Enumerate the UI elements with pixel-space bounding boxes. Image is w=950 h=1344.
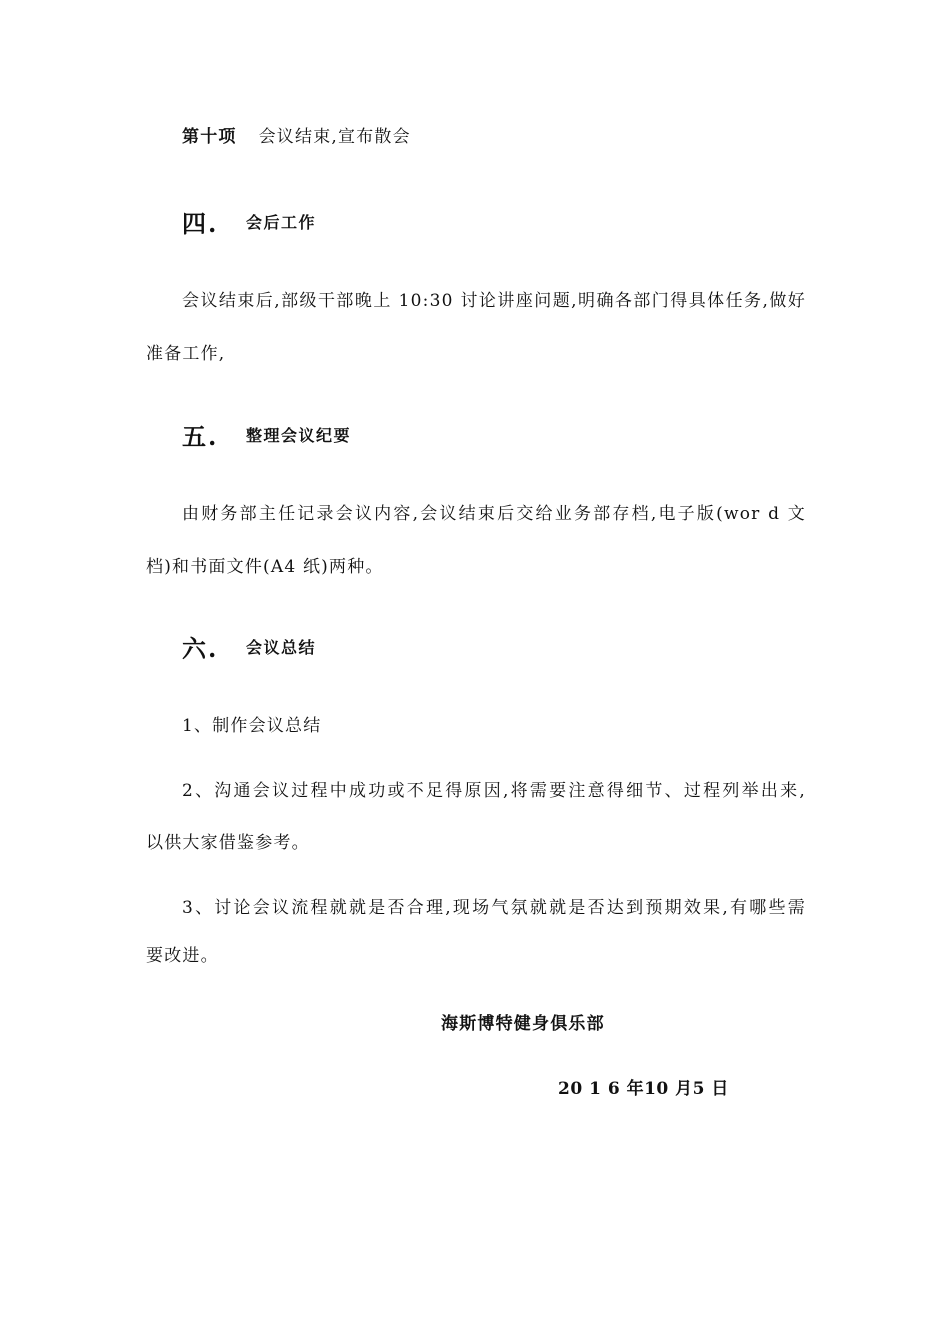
section-five-title: 整理会议纪要 [246, 426, 352, 445]
section-six-title: 会议总结 [246, 638, 317, 657]
section-five-heading [182, 417, 218, 452]
section-six-item2-line2: 以供大家借鉴参考。 [146, 833, 310, 853]
section-four-paragraph-line1: 会议结束后,部级干部晚上 10:30 讨论讲座问题,明确各部门得具体任务,做好 [182, 291, 806, 311]
item-ten-text: 会议结束,宣布散会 [258, 127, 411, 147]
organization-name: 海斯博特健身俱乐部 [441, 1014, 605, 1034]
section-five-paragraph-line1: 由财务部主任记录会议内容,会议结束后交给业务部存档,电子版(wor d 文 [182, 504, 806, 524]
section-six-number: 六. [182, 634, 219, 663]
section-four-heading [182, 204, 218, 239]
section-five-paragraph-line2: 档)和书面文件(A4 纸)两种。 [146, 557, 384, 577]
section-six-heading [182, 629, 218, 664]
item-ten-line [182, 129, 411, 146]
section-four-number: 四. [182, 209, 219, 238]
section-four-paragraph-line2: 准备工作, [146, 344, 226, 364]
item-ten-label: 第十项 [182, 127, 237, 147]
section-six-item3-line2: 要改进。 [146, 946, 219, 966]
signature-date: 20 1 6 年10 月5 日 [558, 1079, 729, 1099]
section-six-item3-line1: 3、讨论会议流程就就是否合理,现场气氛就就是否达到预期效果,有哪些需 [182, 898, 806, 918]
section-six-item2-line1: 2、沟通会议过程中成功或不足得原因,将需要注意得细节、过程列举出来, [182, 781, 806, 801]
section-four-title: 会后工作 [246, 213, 317, 232]
section-five-number: 五. [182, 422, 219, 451]
section-six-item1: 1、制作会议总结 [182, 716, 322, 736]
